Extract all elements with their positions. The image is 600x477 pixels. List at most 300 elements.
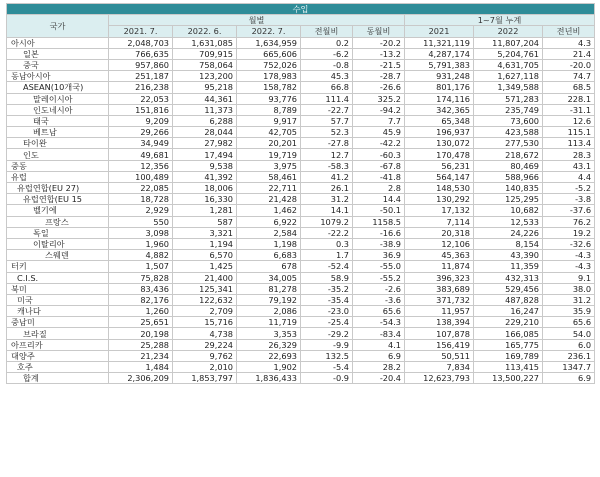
- value-cell: 29,266: [109, 127, 173, 138]
- value-cell: 21,400: [173, 272, 237, 283]
- value-cell: 2,929: [109, 205, 173, 216]
- value-cell: 25,288: [109, 339, 173, 350]
- value-cell: 1,425: [173, 261, 237, 272]
- value-cell: -22.2: [301, 227, 353, 238]
- value-cell: 31.2: [301, 194, 353, 205]
- table-row: [7, 59, 595, 70]
- value-cell: 4.3: [543, 37, 595, 48]
- value-cell: 383,689: [405, 283, 474, 294]
- value-cell: 8,789: [237, 104, 301, 115]
- value-cell: -25.4: [301, 317, 353, 328]
- value-cell: 66.8: [301, 82, 353, 93]
- value-cell: -32.6: [543, 238, 595, 249]
- country-name-cell: 캐나다: [7, 306, 109, 317]
- value-cell: -52.4: [301, 261, 353, 272]
- table-row: [7, 339, 595, 350]
- value-cell: 12,356: [109, 160, 173, 171]
- value-cell: 38.0: [543, 283, 595, 294]
- value-cell: 26,329: [237, 339, 301, 350]
- country-name-cell: 이탈리아: [7, 238, 109, 249]
- value-cell: -21.5: [353, 59, 405, 70]
- value-cell: -26.6: [353, 82, 405, 93]
- value-cell: 170,478: [405, 149, 474, 160]
- value-cell: 58,461: [237, 171, 301, 182]
- table-row: [7, 48, 595, 59]
- table-row: [7, 272, 595, 283]
- value-cell: 13,500,227: [474, 373, 543, 384]
- value-cell: 1,194: [173, 238, 237, 249]
- value-cell: 58.9: [301, 272, 353, 283]
- country-name-cell: 독일: [7, 227, 109, 238]
- value-cell: 100,489: [109, 171, 173, 182]
- value-cell: 20,198: [109, 328, 173, 339]
- value-cell: 65.6: [353, 306, 405, 317]
- value-cell: -54.3: [353, 317, 405, 328]
- value-cell: 6,683: [237, 250, 301, 261]
- value-cell: 9,209: [109, 115, 173, 126]
- value-cell: 11,719: [237, 317, 301, 328]
- value-cell: 487,828: [474, 294, 543, 305]
- value-cell: 4,882: [109, 250, 173, 261]
- value-cell: 15,716: [173, 317, 237, 328]
- value-cell: 1,631,085: [173, 37, 237, 48]
- country-header: 국가: [7, 15, 109, 37]
- value-cell: 130,072: [405, 138, 474, 149]
- value-cell: 14.1: [301, 205, 353, 216]
- table-row: [7, 138, 595, 149]
- value-cell: 1,260: [109, 306, 173, 317]
- value-cell: 0.3: [301, 238, 353, 249]
- table-row: [7, 37, 595, 48]
- table-row: [7, 350, 595, 361]
- value-cell: 140,835: [474, 183, 543, 194]
- value-cell: 165,775: [474, 339, 543, 350]
- value-cell: 236.1: [543, 350, 595, 361]
- country-name-cell: 스웨덴: [7, 250, 109, 261]
- value-cell: 325.2: [353, 93, 405, 104]
- value-cell: 371,732: [405, 294, 474, 305]
- table-row: [7, 283, 595, 294]
- country-name-cell: 태국: [7, 115, 109, 126]
- value-cell: 5,791,383: [405, 59, 474, 70]
- value-cell: -5.4: [301, 362, 353, 373]
- value-cell: 21,234: [109, 350, 173, 361]
- value-cell: 1,960: [109, 238, 173, 249]
- value-cell: 44,361: [173, 93, 237, 104]
- value-cell: -3.8: [543, 194, 595, 205]
- value-cell: -29.2: [301, 328, 353, 339]
- value-cell: 169,789: [474, 350, 543, 361]
- table-row: [7, 71, 595, 82]
- value-cell: 12,533: [474, 216, 543, 227]
- value-cell: 76.2: [543, 216, 595, 227]
- value-cell: 45.3: [301, 71, 353, 82]
- table-row: [7, 205, 595, 216]
- value-cell: 82,176: [109, 294, 173, 305]
- value-cell: 0.2: [301, 37, 353, 48]
- value-cell: 10,682: [474, 205, 543, 216]
- value-cell: 49,681: [109, 149, 173, 160]
- country-name-cell: 중남미: [7, 317, 109, 328]
- value-cell: -16.6: [353, 227, 405, 238]
- value-cell: 36.9: [353, 250, 405, 261]
- cumulative-header: 1~7월 누계: [405, 15, 595, 26]
- value-cell: 12.7: [301, 149, 353, 160]
- value-cell: 1,507: [109, 261, 173, 272]
- value-cell: 11,807,204: [474, 37, 543, 48]
- value-cell: 22,693: [237, 350, 301, 361]
- table-row: [7, 171, 595, 182]
- value-cell: -55.0: [353, 261, 405, 272]
- value-cell: 3,353: [237, 328, 301, 339]
- value-cell: 156,419: [405, 339, 474, 350]
- value-cell: 2,584: [237, 227, 301, 238]
- value-cell: 74.7: [543, 71, 595, 82]
- value-cell: 19,719: [237, 149, 301, 160]
- value-cell: 111.4: [301, 93, 353, 104]
- value-cell: 20,201: [237, 138, 301, 149]
- value-cell: 95,218: [173, 82, 237, 93]
- value-cell: -41.8: [353, 171, 405, 182]
- country-name-cell: 미국: [7, 294, 109, 305]
- value-cell: -83.4: [353, 328, 405, 339]
- value-cell: 125,341: [173, 283, 237, 294]
- country-name-cell: 브라질: [7, 328, 109, 339]
- value-cell: 54.0: [543, 328, 595, 339]
- value-cell: 1079.2: [301, 216, 353, 227]
- value-cell: -27.8: [301, 138, 353, 149]
- value-cell: 550: [109, 216, 173, 227]
- value-cell: 29,224: [173, 339, 237, 350]
- table-row: [7, 227, 595, 238]
- table-title: 수입: [7, 4, 595, 15]
- value-cell: 12.6: [543, 115, 595, 126]
- value-cell: 166,085: [474, 328, 543, 339]
- country-name-cell: 아프리카: [7, 339, 109, 350]
- value-cell: 11,373: [173, 104, 237, 115]
- value-cell: 24,226: [474, 227, 543, 238]
- value-cell: 4,287,174: [405, 48, 474, 59]
- value-cell: 1,853,797: [173, 373, 237, 384]
- value-cell: 22,053: [109, 93, 173, 104]
- value-cell: 1347.7: [543, 362, 595, 373]
- value-cell: 11,874: [405, 261, 474, 272]
- value-cell: 423,588: [474, 127, 543, 138]
- value-cell: -94.2: [353, 104, 405, 115]
- value-cell: 34,005: [237, 272, 301, 283]
- monthly-header: 월별: [109, 15, 405, 26]
- value-cell: 7.7: [353, 115, 405, 126]
- value-cell: 9,917: [237, 115, 301, 126]
- value-cell: 41,392: [173, 171, 237, 182]
- value-cell: 138,394: [405, 317, 474, 328]
- value-cell: 229,210: [474, 317, 543, 328]
- value-cell: 14.4: [353, 194, 405, 205]
- country-name-cell: C.I.S.: [7, 272, 109, 283]
- col-header: 2022: [474, 26, 543, 37]
- value-cell: 12,623,793: [405, 373, 474, 384]
- value-cell: 17,494: [173, 149, 237, 160]
- value-cell: 28.3: [543, 149, 595, 160]
- value-cell: 73,600: [474, 115, 543, 126]
- value-cell: 7,114: [405, 216, 474, 227]
- value-cell: 83,436: [109, 283, 173, 294]
- value-cell: 1,462: [237, 205, 301, 216]
- value-cell: 665,606: [237, 48, 301, 59]
- table-row: [7, 294, 595, 305]
- value-cell: 1,634,959: [237, 37, 301, 48]
- value-cell: 752,026: [237, 59, 301, 70]
- value-cell: 43.1: [543, 160, 595, 171]
- import-statistics-table: [6, 3, 595, 384]
- value-cell: 178,983: [237, 71, 301, 82]
- value-cell: 587: [173, 216, 237, 227]
- country-name-cell: 베트남: [7, 127, 109, 138]
- value-cell: 2,010: [173, 362, 237, 373]
- value-cell: 28,044: [173, 127, 237, 138]
- col-header: 2022. 7.: [237, 26, 301, 37]
- col-header: 2021: [405, 26, 474, 37]
- value-cell: 216,238: [109, 82, 173, 93]
- value-cell: 1,281: [173, 205, 237, 216]
- value-cell: 75,828: [109, 272, 173, 283]
- value-cell: 21,428: [237, 194, 301, 205]
- value-cell: 758,064: [173, 59, 237, 70]
- value-cell: 125,295: [474, 194, 543, 205]
- value-cell: 11,359: [474, 261, 543, 272]
- table-row: [7, 149, 595, 160]
- value-cell: 45,363: [405, 250, 474, 261]
- value-cell: -2.6: [353, 283, 405, 294]
- country-name-cell: 중동: [7, 160, 109, 171]
- value-cell: -20.2: [353, 37, 405, 48]
- value-cell: -0.8: [301, 59, 353, 70]
- value-cell: 1.7: [301, 250, 353, 261]
- table-row: [7, 216, 595, 227]
- value-cell: 17,132: [405, 205, 474, 216]
- table-row: [7, 93, 595, 104]
- value-cell: 16,330: [173, 194, 237, 205]
- value-cell: 4.4: [543, 171, 595, 182]
- value-cell: 25,651: [109, 317, 173, 328]
- value-cell: 35.9: [543, 306, 595, 317]
- value-cell: 2,709: [173, 306, 237, 317]
- value-cell: 678: [237, 261, 301, 272]
- value-cell: 31.2: [543, 294, 595, 305]
- value-cell: -31.1: [543, 104, 595, 115]
- value-cell: 41.2: [301, 171, 353, 182]
- table-row: [7, 104, 595, 115]
- country-name-cell: 터키: [7, 261, 109, 272]
- country-name-cell: 말레이시아: [7, 93, 109, 104]
- table-row: [7, 160, 595, 171]
- table-row: [7, 317, 595, 328]
- value-cell: 396,323: [405, 272, 474, 283]
- value-cell: 432,313: [474, 272, 543, 283]
- value-cell: 571,283: [474, 93, 543, 104]
- col-header: 2021. 7.: [109, 26, 173, 37]
- value-cell: 1,349,588: [474, 82, 543, 93]
- country-name-cell: 일본: [7, 48, 109, 59]
- value-cell: -50.1: [353, 205, 405, 216]
- value-cell: 158,782: [237, 82, 301, 93]
- value-cell: 57.7: [301, 115, 353, 126]
- country-name-cell: 중국: [7, 59, 109, 70]
- value-cell: -42.2: [353, 138, 405, 149]
- value-cell: 6.9: [543, 373, 595, 384]
- value-cell: 80,469: [474, 160, 543, 171]
- value-cell: 50,511: [405, 350, 474, 361]
- value-cell: 115.1: [543, 127, 595, 138]
- country-name-cell: ASEAN(10개국): [7, 82, 109, 93]
- value-cell: 1,836,433: [237, 373, 301, 384]
- value-cell: 5,204,761: [474, 48, 543, 59]
- value-cell: 56,231: [405, 160, 474, 171]
- value-cell: 65.6: [543, 317, 595, 328]
- value-cell: 277,530: [474, 138, 543, 149]
- value-cell: 529,456: [474, 283, 543, 294]
- country-name-cell: 호주: [7, 362, 109, 373]
- value-cell: 3,321: [173, 227, 237, 238]
- value-cell: 564,147: [405, 171, 474, 182]
- table-row: [7, 306, 595, 317]
- col-header: 전년비: [543, 26, 595, 37]
- value-cell: 6.0: [543, 339, 595, 350]
- value-cell: 7,834: [405, 362, 474, 373]
- table-row: [7, 362, 595, 373]
- table-row: [7, 373, 595, 384]
- value-cell: 148,530: [405, 183, 474, 194]
- value-cell: 218,672: [474, 149, 543, 160]
- value-cell: 342,365: [405, 104, 474, 115]
- value-cell: 174,116: [405, 93, 474, 104]
- value-cell: 12,106: [405, 238, 474, 249]
- value-cell: 132.5: [301, 350, 353, 361]
- value-cell: 52.3: [301, 127, 353, 138]
- value-cell: -67.8: [353, 160, 405, 171]
- value-cell: 588,966: [474, 171, 543, 182]
- value-cell: 2,086: [237, 306, 301, 317]
- value-cell: -22.7: [301, 104, 353, 115]
- value-cell: 45.9: [353, 127, 405, 138]
- table-row: [7, 194, 595, 205]
- table-row: [7, 261, 595, 272]
- value-cell: -60.3: [353, 149, 405, 160]
- value-cell: 68.5: [543, 82, 595, 93]
- value-cell: -35.2: [301, 283, 353, 294]
- value-cell: 1,627,118: [474, 71, 543, 82]
- value-cell: 6,570: [173, 250, 237, 261]
- country-name-cell: 유럽: [7, 171, 109, 182]
- value-cell: 3,098: [109, 227, 173, 238]
- value-cell: 235,749: [474, 104, 543, 115]
- col-header: 2022. 6.: [173, 26, 237, 37]
- value-cell: 6,922: [237, 216, 301, 227]
- value-cell: 42,705: [237, 127, 301, 138]
- value-cell: 6,288: [173, 115, 237, 126]
- value-cell: 11,321,119: [405, 37, 474, 48]
- country-name-cell: 프랑스: [7, 216, 109, 227]
- country-name-cell: 대양주: [7, 350, 109, 361]
- value-cell: 16,247: [474, 306, 543, 317]
- value-cell: 81,278: [237, 283, 301, 294]
- table-body: [7, 37, 595, 384]
- value-cell: 3,975: [237, 160, 301, 171]
- value-cell: 9.1: [543, 272, 595, 283]
- value-cell: 122,632: [173, 294, 237, 305]
- value-cell: 9,762: [173, 350, 237, 361]
- table-row: [7, 328, 595, 339]
- value-cell: -55.2: [353, 272, 405, 283]
- col-header: 동월비: [353, 26, 405, 37]
- value-cell: 196,937: [405, 127, 474, 138]
- country-name-cell: 인도: [7, 149, 109, 160]
- value-cell: -38.9: [353, 238, 405, 249]
- country-name-cell: 동남아시아: [7, 71, 109, 82]
- value-cell: 2,306,209: [109, 373, 173, 384]
- value-cell: -3.6: [353, 294, 405, 305]
- country-name-cell: 북미: [7, 283, 109, 294]
- value-cell: 123,200: [173, 71, 237, 82]
- value-cell: 2,048,703: [109, 37, 173, 48]
- import-statistics-table-container: [6, 3, 594, 384]
- table-row: [7, 115, 595, 126]
- country-name-cell: 합계: [7, 373, 109, 384]
- value-cell: 9,538: [173, 160, 237, 171]
- value-cell: 709,915: [173, 48, 237, 59]
- value-cell: -20.4: [353, 373, 405, 384]
- value-cell: 4,738: [173, 328, 237, 339]
- value-cell: -9.9: [301, 339, 353, 350]
- table-row: [7, 82, 595, 93]
- value-cell: -28.7: [353, 71, 405, 82]
- value-cell: 251,187: [109, 71, 173, 82]
- value-cell: -13.2: [353, 48, 405, 59]
- country-name-cell: 유럽연합(EU 27): [7, 183, 109, 194]
- table-row: [7, 238, 595, 249]
- value-cell: 19.2: [543, 227, 595, 238]
- value-cell: 65,348: [405, 115, 474, 126]
- value-cell: 93,776: [237, 93, 301, 104]
- country-name-cell: 타이완: [7, 138, 109, 149]
- value-cell: 113.4: [543, 138, 595, 149]
- value-cell: -37.6: [543, 205, 595, 216]
- value-cell: 766,635: [109, 48, 173, 59]
- value-cell: 27,982: [173, 138, 237, 149]
- value-cell: -35.4: [301, 294, 353, 305]
- value-cell: 2.8: [353, 183, 405, 194]
- value-cell: 228.1: [543, 93, 595, 104]
- value-cell: 801,176: [405, 82, 474, 93]
- value-cell: 22,085: [109, 183, 173, 194]
- col-header: 전월비: [301, 26, 353, 37]
- value-cell: 11,957: [405, 306, 474, 317]
- value-cell: 4,631,705: [474, 59, 543, 70]
- value-cell: 26.1: [301, 183, 353, 194]
- value-cell: 18,728: [109, 194, 173, 205]
- value-cell: -4.3: [543, 250, 595, 261]
- value-cell: 20,318: [405, 227, 474, 238]
- value-cell: -23.0: [301, 306, 353, 317]
- value-cell: 130,292: [405, 194, 474, 205]
- country-name-cell: 인도네시아: [7, 104, 109, 115]
- value-cell: 79,192: [237, 294, 301, 305]
- value-cell: -5.2: [543, 183, 595, 194]
- value-cell: 28.2: [353, 362, 405, 373]
- value-cell: -4.3: [543, 261, 595, 272]
- value-cell: 1,902: [237, 362, 301, 373]
- table-row: [7, 127, 595, 138]
